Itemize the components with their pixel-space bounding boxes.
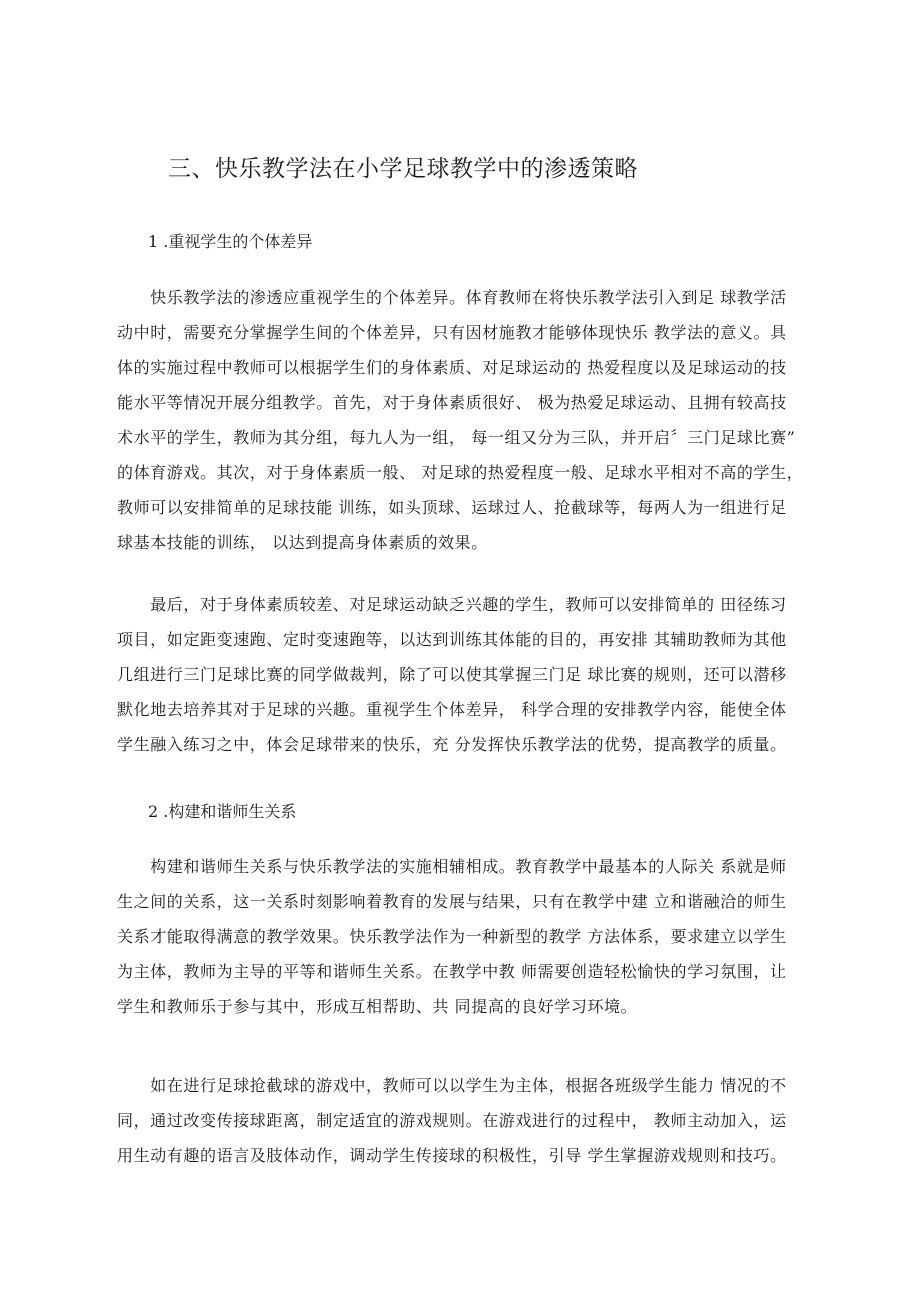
section-heading-2: 2 .构建和谐师生关系	[148, 802, 297, 821]
text-line: 项目，如定距变速跑、定时变速跑等，以达到训练其体能的目的，再安排 其辅助教师为其他	[117, 630, 787, 649]
text-line: 的体育游戏。其次，对于身体素质一般、 对足球的热爱程度一般、足球水平相对不高的学生，	[117, 463, 804, 482]
text-line: 最后，对于身体素质较差、对足球运动缺乏兴趣的学生，教师可以安排简单的 田径练习	[117, 595, 787, 614]
text-line: 关系才能取得满意的教学效果。快乐教学法作为一种新型的教学 方法体系，要求建立以学生	[117, 927, 787, 946]
text-line: 构建和谐师生关系与快乐教学法的实施相辅相成。教育教学中最基本的人际关 系就是师	[117, 857, 787, 876]
text-line: 动中时，需要充分掌握学生间的个体差异，只有因材施教才能够体现快乐 教学法的意义。具	[117, 323, 787, 342]
section1-paragraph-2	[117, 587, 817, 762]
text-line: 用生动有趣的语言及肢体动作，调动学生传接球的积极性，引导 学生掌握游戏规则和技巧。	[117, 1146, 787, 1165]
text-line: 教师可以安排简单的足球技能 训练，如头顶球、运球过人、抢截球等，每两人为一组进行足	[117, 498, 787, 517]
page-title: 三、快乐教学法在小学足球教学中的渗透策略	[168, 156, 638, 182]
section1-paragraph-1	[117, 280, 817, 560]
text-line: 体的实施过程中教师可以根据学生们的身体素质、对足球运动的 热爱程度以及足球运动的技	[117, 358, 787, 377]
text-line: 为主体，教师为主导的平等和谐师生关系。在教学中教 师需要创造轻松愉快的学习氛围，让	[117, 962, 787, 981]
text-line: 学生融入练习之中，体会足球带来的快乐，充 分发挥快乐教学法的优势，提高教学的质量。	[117, 735, 787, 754]
section2-paragraph-1	[117, 849, 817, 1024]
section-heading-1: 1 .重视学生的个体差异	[148, 232, 313, 251]
text-line: 术水平的学生，教师为其分组，每九人为一组， 每一组又分为三队，并开启〞三门足球比赛”	[117, 428, 796, 447]
text-line: 球基本技能的训练， 以达到提高身体素质的效果。	[117, 533, 488, 552]
text-line: 能水平等情况开展分组教学。首先，对于身体素质很好、 极为热爱足球运动、且拥有较高技	[117, 393, 787, 412]
text-line: 生之间的关系，这一关系时刻影响着教育的发展与结果，只有在教学中建 立和谐融洽的师生	[117, 892, 787, 911]
text-line: 同，通过改变传接球距离，制定适宜的游戏规则。在游戏进行的过程中， 教师主动加入，运	[117, 1111, 787, 1130]
text-line: 默化地去培养其对于足球的兴趣。重视学生个体差异， 科学合理的安排教学内容，能使全体	[117, 700, 787, 719]
section2-paragraph-2	[117, 1068, 817, 1173]
text-line: 学生和教师乐于参与其中，形成互相帮助、共 同提高的良好学习环境。	[117, 997, 638, 1016]
text-line: 几组进行三门足球比赛的同学做裁判，除了可以使其掌握三门足 球比赛的规则，还可以潜移	[117, 665, 787, 684]
text-line: 快乐教学法的渗透应重视学生的个体差异。体育教师在将快乐教学法引入到足 球教学活	[117, 288, 787, 307]
text-line: 如在进行足球抢截球的游戏中，教师可以以学生为主体，根据各班级学生能力 情况的不	[117, 1076, 787, 1095]
